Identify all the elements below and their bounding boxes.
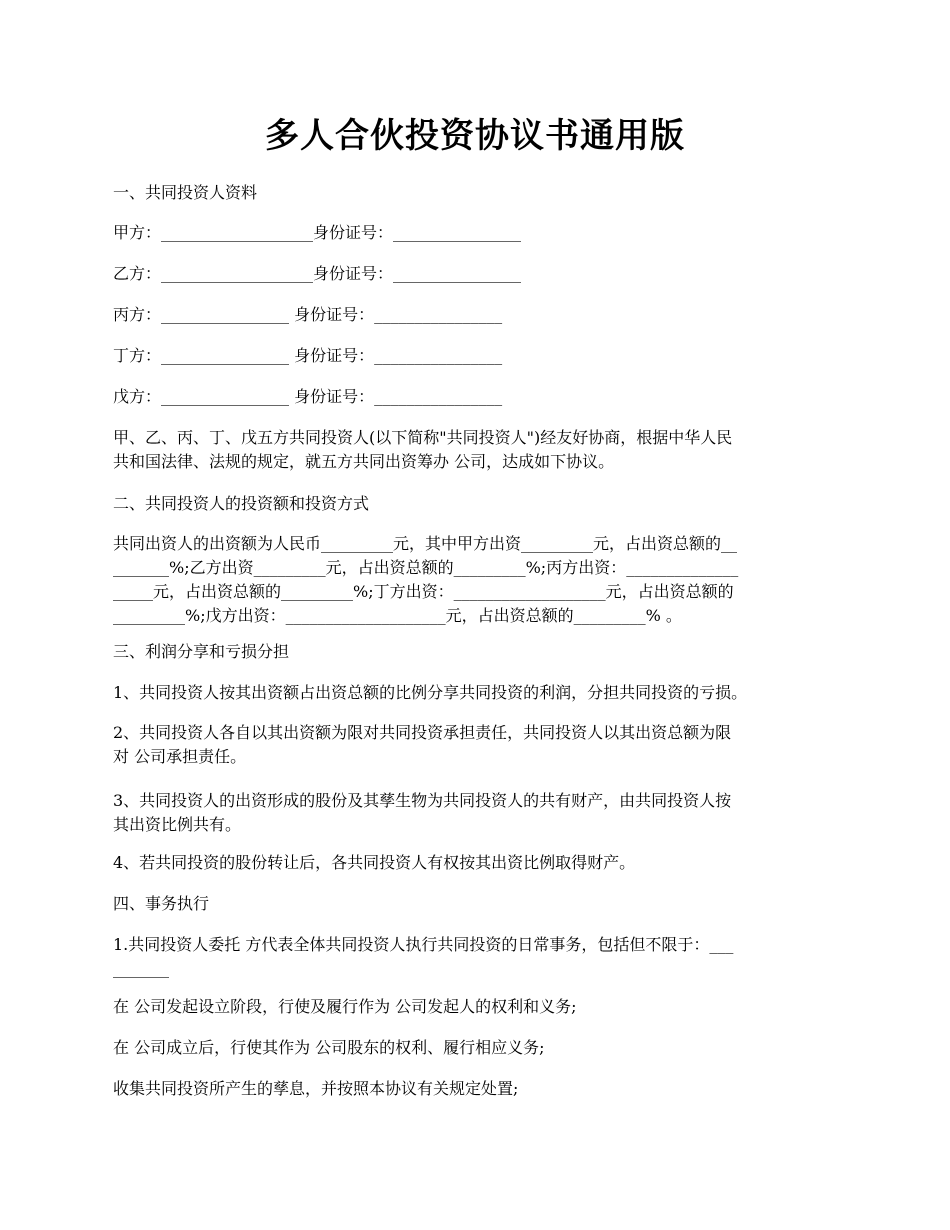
intro-line: 共和国法律、法规的规定，就五方共同出资筹办 公司，达成如下协议。 <box>113 452 615 471</box>
profit-item-3-line: 3、共同投资人的出资形成的股份及其孳生物为共同投资人的共有财产，由共同投资人按 <box>113 791 732 810</box>
affairs-item-1-line: 1.共同投资人委托 方代表全体共同投资人执行共同投资的日常事务，包括但不限于：___ <box>113 935 734 954</box>
investment-line: _____元，占出资总额的_________%;丁方出资：___________________元，占出资总额的 <box>113 582 734 601</box>
affairs-sub-3: 收集共同投资所产生的孳息，并按照本协议有关规定处置; <box>113 1079 519 1098</box>
profit-item-3 <box>113 789 843 837</box>
profit-item-4-line: 4、若共同投资的股份转让后，各共同投资人有权按其出资比例取得财产。 <box>113 853 636 872</box>
profit-item-1 <box>113 681 843 705</box>
party-wu-line: 戊方：________________ 身份证号：________________ <box>113 387 503 406</box>
affairs-sub-2: 在 公司成立后，行使其作为 公司股东的权利、履行相应义务; <box>113 1038 545 1057</box>
party-bing-line: 丙方：________________ 身份证号：________________ <box>113 305 503 324</box>
profit-item-2-line: 对 公司承担责任。 <box>113 747 247 766</box>
document-title: 多人合伙投资协议书通用版 <box>265 116 685 156</box>
party-jia-line: 甲方：___________________身份证号：________________ <box>113 223 522 242</box>
section4-heading: 四、事务执行 <box>113 894 210 913</box>
investment-line: _______%;乙方出资_________元，占出资总额的_________%;丙方出资：______________ <box>113 558 739 577</box>
section1-heading: 一、共同投资人资料 <box>113 183 258 202</box>
investment-line: _________%;戊方出资：____________________元，占出资总额的_________% 。 <box>113 606 682 625</box>
intro-line: 甲、乙、丙、丁、戊五方共同投资人(以下简称"共同投资人")经友好协商，根据中华人民 <box>113 428 733 447</box>
party-ding-line: 丁方：________________ 身份证号：________________ <box>113 346 503 365</box>
section2-heading: 二、共同投资人的投资额和投资方式 <box>113 494 370 513</box>
profit-item-4 <box>113 851 843 875</box>
investment-line: 共同出资人的出资额为人民币_________元，其中甲方出资_________元，占出资总额的__ <box>113 534 738 553</box>
investment-paragraph <box>113 532 843 628</box>
affairs-item-1-line: _______ <box>113 959 169 978</box>
intro-paragraph <box>113 426 843 474</box>
affairs-sub-1: 在 公司发起设立阶段，行使及履行作为 公司发起人的权利和义务; <box>113 997 577 1016</box>
profit-item-1-line: 1、共同投资人按其出资额占出资总额的比例分享共同投资的利润，分担共同投资的亏损。 <box>113 683 748 702</box>
section3-heading: 三、利润分享和亏损分担 <box>113 642 290 661</box>
profit-item-3-line: 其出资比例共有。 <box>113 815 242 834</box>
profit-item-2 <box>113 721 843 769</box>
party-yi-line: 乙方：___________________身份证号：________________ <box>113 264 522 283</box>
affairs-item-1 <box>113 933 843 981</box>
profit-item-2-line: 2、共同投资人各自以其出资额为限对共同投资承担责任，共同投资人以其出资总额为限 <box>113 723 732 742</box>
